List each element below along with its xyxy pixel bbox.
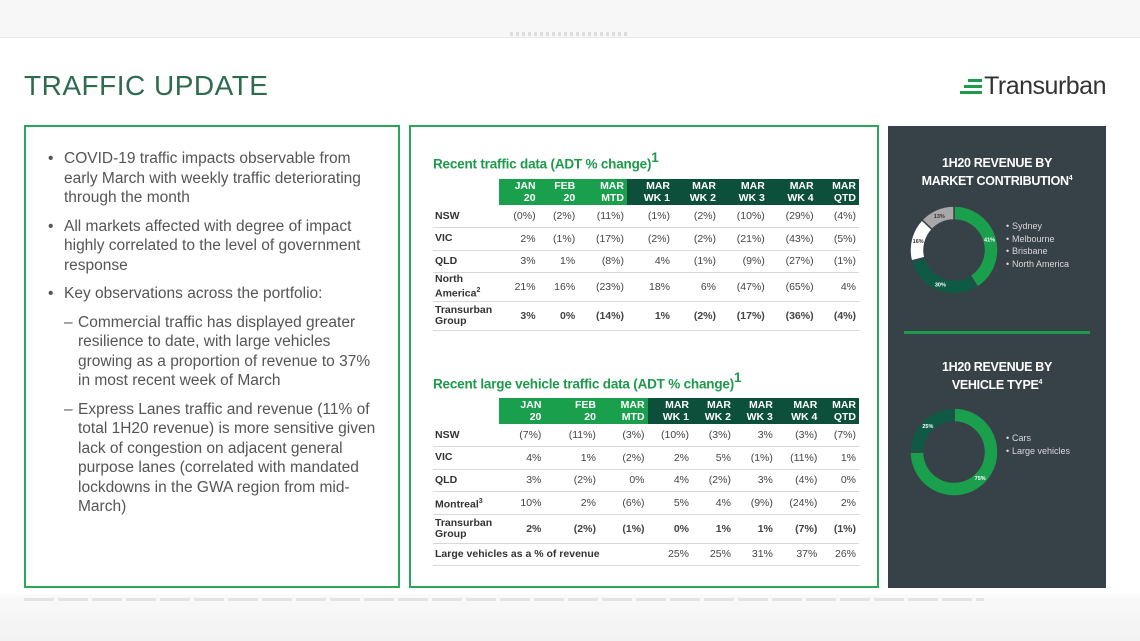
logo-stripes-icon bbox=[960, 77, 982, 95]
commentary-panel bbox=[24, 125, 400, 588]
vehicle-type-donut bbox=[906, 404, 1002, 500]
donut-data-label: 75% bbox=[974, 476, 986, 483]
transurban-logo bbox=[960, 72, 1106, 100]
col-header: MAR MTD bbox=[599, 398, 648, 424]
col-header: JAN 20 bbox=[499, 398, 544, 424]
col-header: MAR WK 2 bbox=[692, 398, 734, 424]
table2-title-sup: 1 bbox=[734, 370, 742, 385]
sub-bullet-item: – Express Lanes traffic and revenue (11% of total 1H20 revenue) is more sensitive given lack of congestion on adjacent general purpose lanes (correlated with mandated lockdowns in the GWA region from mid-March) bbox=[64, 400, 380, 517]
table2-title-wrap bbox=[433, 370, 741, 393]
bullet-item bbox=[46, 284, 380, 517]
large-vehicle-table bbox=[433, 398, 859, 566]
donut-slice-melbourne bbox=[911, 257, 977, 294]
table-row: Montreal$^3$ 10% 2% (6%) 5% 4% (9%) (24%) 2% bbox=[433, 492, 859, 515]
row-label: Montreal$^3$ bbox=[433, 492, 499, 515]
donut-data-label: 13% bbox=[933, 214, 945, 221]
col-header: FEB 20 bbox=[539, 179, 579, 205]
table1-title: Recent traffic data (ADT % change) bbox=[433, 156, 652, 172]
bullet-item: • COVID-19 traffic impacts observable from early March with weekly traffic deteriorating through the month bbox=[46, 149, 380, 208]
table-row: Transurban Group 2% (2%) (1%) 0% 1% 1% (7%) (1%) bbox=[433, 514, 859, 543]
table-row: VIC 2% (1%) (17%) (2%) (2%) (21%) (43%) (5%) bbox=[433, 228, 859, 251]
col-header: MAR WK 2 bbox=[673, 179, 719, 205]
donut-data-label: 30% bbox=[934, 282, 946, 289]
row-label: QLD bbox=[433, 250, 499, 273]
row-label: Transurban Group bbox=[433, 302, 499, 331]
logo-text: Transurban bbox=[984, 71, 1106, 100]
row-label: Large vehicles as a % of revenue bbox=[433, 543, 648, 566]
market-contribution-donut bbox=[906, 202, 1002, 298]
table-row: Transurban Group 3% 0% (14%) 1% (2%) (17%) (36%) (4%) bbox=[433, 302, 859, 331]
bullet-list bbox=[46, 149, 380, 517]
section-divider bbox=[904, 331, 1090, 334]
col-header: MAR WK 1 bbox=[648, 398, 692, 424]
chart1-legend bbox=[1006, 220, 1069, 270]
top-band-streak bbox=[510, 32, 630, 36]
legend-item: • Brisbane bbox=[1006, 245, 1069, 258]
legend-item: • Large vehicles bbox=[1006, 445, 1070, 458]
col-header: FEB 20 bbox=[544, 398, 599, 424]
donut-data-label: 16% bbox=[912, 238, 924, 245]
row-label: NSW bbox=[433, 205, 499, 228]
col-header: MAR WK 4 bbox=[776, 398, 820, 424]
donut-data-label: 25% bbox=[922, 423, 934, 430]
col-header: MAR WK 3 bbox=[734, 398, 776, 424]
table-row: QLD 3% (2%) 0% 4% (2%) 3% (4%) 0% bbox=[433, 469, 859, 492]
table-row: NSW (7%) (11%) (3%) (10%) (3%) 3% (3%) (7%) bbox=[433, 424, 859, 447]
table1-title-wrap bbox=[433, 150, 659, 173]
slide-title: TRAFFIC UPDATE bbox=[24, 70, 269, 101]
traffic-table bbox=[433, 179, 859, 331]
donut-slice-large-vehicles bbox=[910, 408, 954, 452]
table-row: VIC 4% 1% (2%) 2% 5% (1%) (11%) 1% bbox=[433, 447, 859, 470]
revenue-charts-panel bbox=[888, 126, 1106, 588]
legend-item: • North America bbox=[1006, 258, 1069, 271]
chart2-title: 1H20 REVENUE BY VEHICLE TYPE$^4$ bbox=[941, 360, 1053, 393]
bullet-text: Key observations across the portfolio: bbox=[64, 285, 323, 302]
traffic-tables-panel bbox=[409, 125, 879, 588]
col-header: MAR WK 1 bbox=[627, 179, 673, 205]
legend-item: • Sydney bbox=[1006, 220, 1069, 233]
row-label: North America$^2$ bbox=[433, 273, 499, 302]
sub-bullet-list bbox=[64, 313, 380, 517]
col-header: MAR QTD bbox=[820, 398, 859, 424]
footnote-band bbox=[0, 594, 1140, 641]
col-header: MAR WK 4 bbox=[768, 179, 817, 205]
row-label: VIC bbox=[433, 228, 499, 251]
top-band bbox=[0, 0, 1140, 38]
col-header: JAN 20 bbox=[499, 179, 539, 205]
chart2-legend bbox=[1006, 432, 1070, 457]
col-header: MAR QTD bbox=[817, 179, 859, 205]
row-label: Transurban Group bbox=[433, 514, 499, 543]
legend-item: • Cars bbox=[1006, 432, 1070, 445]
footnote-text-placeholder bbox=[24, 598, 984, 601]
table-row: QLD 3% 1% (8%) 4% (1%) (9%) (27%) (1%) bbox=[433, 250, 859, 273]
donut-slice-sydney bbox=[954, 206, 998, 287]
table2-title: Recent large vehicle traffic data (ADT % change) bbox=[433, 376, 734, 392]
chart1-title: 1H20 REVENUE BY MARKET CONTRIBUTION$^4$ bbox=[921, 156, 1073, 189]
row-label: NSW bbox=[433, 424, 499, 447]
bullet-item: • All markets affected with degree of impact highly correlated to the level of government response bbox=[46, 217, 380, 276]
row-label: VIC bbox=[433, 447, 499, 470]
col-header: MAR MTD bbox=[578, 179, 627, 205]
legend-item: • Melbourne bbox=[1006, 233, 1069, 246]
col-header: MAR WK 3 bbox=[719, 179, 768, 205]
table-row: North America$^2$ 21% 16% (23%) 18% 6% (47%) (65%) 4% bbox=[433, 273, 859, 302]
row-label: QLD bbox=[433, 469, 499, 492]
table-row: NSW (0%) (2%) (11%) (1%) (2%) (10%) (29%) (4%) bbox=[433, 205, 859, 228]
table1-title-sup: 1 bbox=[651, 150, 659, 165]
large-vehicle-revenue-row: Large vehicles as a % of revenue 25% 25% 31% 37% 26% bbox=[433, 543, 859, 566]
sub-bullet-item: – Commercial traffic has displayed greater resilience to date, with large vehicles growing as a proportion of revenue to 37% in most recent week of March bbox=[64, 313, 380, 391]
donut-data-label: 41% bbox=[984, 237, 996, 244]
